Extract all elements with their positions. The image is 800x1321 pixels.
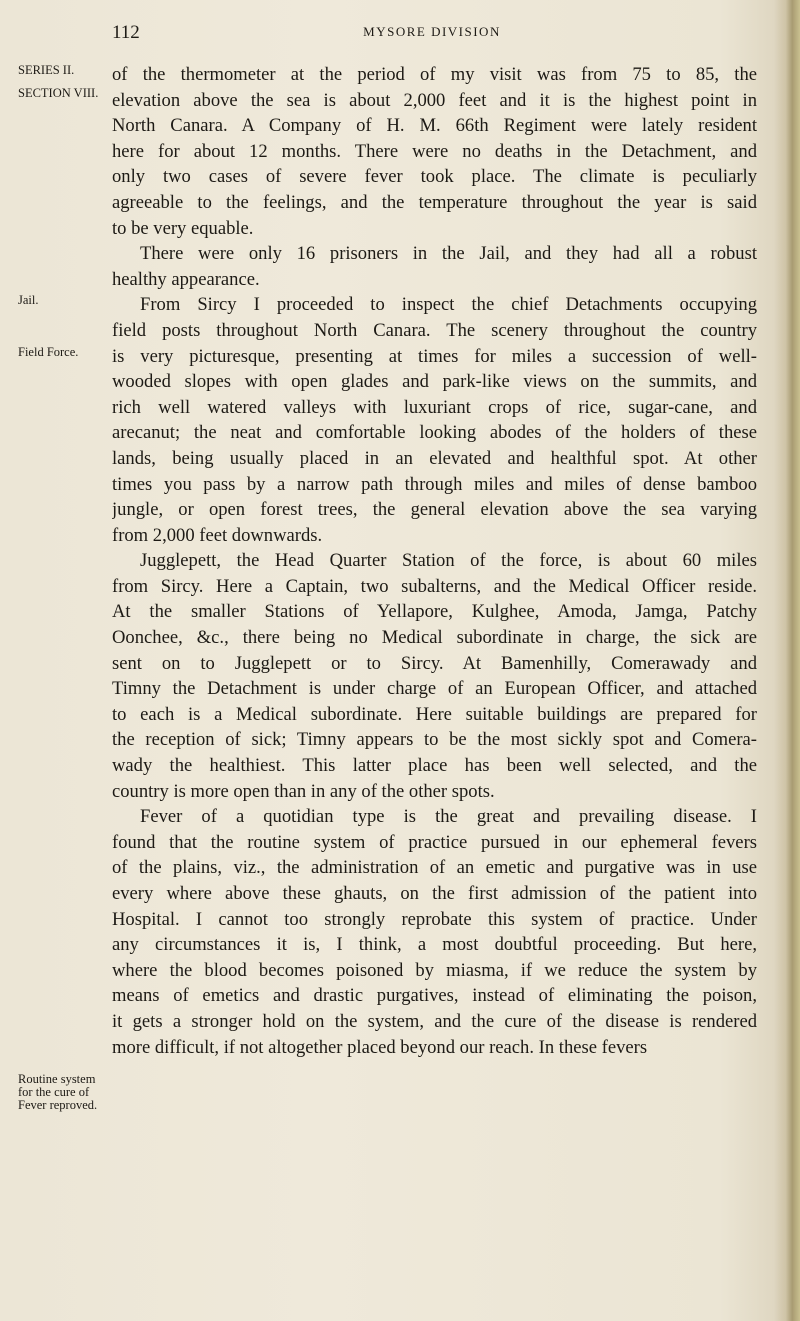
text-line: agreeable to the feelings, and the temperature throughout the year is said xyxy=(112,191,757,213)
text-line: where the blood becomes poisoned by miasma, if we reduce the system by xyxy=(112,959,757,981)
page-edge xyxy=(774,0,800,1321)
running-head: MYSORE DIVISION xyxy=(363,24,501,39)
text-line: Timny the Detachment is under charge of an European Officer, and attached xyxy=(112,678,757,700)
text-line: wooded slopes with open glades and park-like views on the summits, and xyxy=(112,371,757,393)
margin-note: Routine system for the cure of Fever reproved. xyxy=(18,1072,98,1112)
page-header xyxy=(112,18,752,48)
text-line: every where above these ghauts, on the first admission of the patient into xyxy=(112,883,757,904)
text-line: from 2,000 feet downwards. xyxy=(112,524,323,546)
text-line: arecanut; the neat and comfortable looking abodes of the holders of these xyxy=(112,422,757,444)
text-line: healthy appearance. xyxy=(112,268,260,290)
text-line: only two cases of severe fever took place. The climate is peculiarly xyxy=(112,166,757,188)
text-line: any circumstances it is, I think, a most doubtful proceeding. But here, xyxy=(112,934,757,956)
text-line: Fever of a quotidian type is the great and prevailing disease. I xyxy=(140,806,757,828)
margin-note: Jail. xyxy=(18,293,39,307)
text-line: Jugglepett, the Head Quarter Station of the force, is about 60 miles xyxy=(140,550,757,572)
text-line: rich well watered valleys with luxuriant crops of rice, sugar-cane, and xyxy=(112,396,757,418)
text-line: means of emetics and drastic purgatives, instead of eliminating the poison, xyxy=(112,985,757,1007)
text-line: to each is a Medical subordinate. Here suitable buildings are prepared for xyxy=(112,703,757,725)
margin-note: Field Force. xyxy=(18,345,79,359)
text-line: lands, being usually placed in an elevated and healthful spot. At other xyxy=(112,447,757,469)
text-line: to be very equable. xyxy=(112,217,254,239)
text-line: Oonchee, &c., there being no Medical subordinate in charge, the sick are xyxy=(112,627,757,649)
margin-note: SERIES II. xyxy=(18,63,75,77)
text-line: of the thermometer at the period of my visit was from 75 to 85, the xyxy=(112,64,757,85)
text-line: From Sircy I proceeded to inspect the chief Detachments occupying xyxy=(140,294,757,316)
margin-note: SECTION VIII. xyxy=(18,86,99,100)
text-line: the reception of sick; Timny appears to be the most sickly spot and Comera- xyxy=(112,729,757,751)
text-line: North Canara. A Company of H. M. 66th Regiment were lately resident xyxy=(112,115,757,137)
text-line: sent on to Jugglepett or to Sircy. At Bamenhilly, Comerawady and xyxy=(112,652,757,674)
text-line: times you pass by a narrow path through miles and miles of dense bamboo xyxy=(112,473,757,495)
page-number: 112 xyxy=(112,22,140,43)
text-line: jungle, or open forest trees, the general elevation above the sea varying xyxy=(112,499,757,521)
text-line: At the smaller Stations of Yellapore, Kulghee, Amoda, Jamga, Patchy xyxy=(112,601,757,623)
text-line: Hospital. I cannot too strongly reprobate this system of practice. Under xyxy=(112,908,757,930)
text-line: is very picturesque, presenting at times for miles a succession of well- xyxy=(112,345,757,367)
text-line: country is more open than in any of the other spots. xyxy=(112,780,495,802)
text-line: wady the healthiest. This latter place has been well selected, and the xyxy=(112,755,757,777)
text-line: of the plains, viz., the administration of an emetic and purgative was in use xyxy=(112,857,757,879)
text-line: field posts throughout North Canara. The scenery throughout the country xyxy=(112,319,757,341)
text-line: found that the routine system of practice pursued in our ephemeral fevers xyxy=(112,831,757,853)
text-line: elevation above the sea is about 2,000 feet and it is the highest point in xyxy=(112,89,757,111)
text-line: here for about 12 months. There were no deaths in the Detachment, and xyxy=(112,140,757,162)
text-line: from Sircy. Here a Captain, two subalterns, and the Medical Officer reside. xyxy=(112,575,757,597)
text-line: it gets a stronger hold on the system, and the cure of the disease is rendered xyxy=(112,1010,757,1032)
text-line: more difficult, if not altogether placed beyond our reach. In these fevers xyxy=(112,1036,648,1058)
body-text xyxy=(112,62,757,1060)
text-line: There were only 16 prisoners in the Jail, and they had all a robust xyxy=(140,243,757,265)
